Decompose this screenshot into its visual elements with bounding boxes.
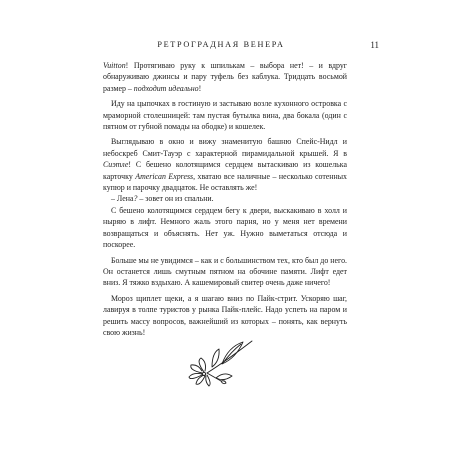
paragraph-4-dialogue: – Лена? – зовет он из спальни. <box>111 194 214 204</box>
paragraph-6: Больше мы не увидимся – как и с большинством тех, кто был до него. Он останется лишь смутным пятном на обочине памяти. Лифт едет вниз. Я тяжко вздыхаю. А кашемировый свитер очень даже ничего! <box>103 255 347 288</box>
card-italic: American Express <box>135 171 194 181</box>
paragraph-3: Выглядываю в окно и вижу знаменитую башню Спейс-Нидл и небоскреб Смит-Тауэр с характерной пирамидальной крышей. Я в Сиэтле! С бешено колотящимся сердцем вытаскиваю из кошелька карточку American Express, хватаю все наличные – несколько сотенных купюр и парочку двадцаток. Не оставлять же! <box>103 137 347 193</box>
paragraph-5: С бешено колотящимся сердцем бегу к двери, выскакиваю в холл и ныряю в лифт. Немного жаль этого парня, но у меня нет времени возвращаться и объяснять. Нет уж. Нужно выметаться отсюда и поскорее. <box>103 205 347 250</box>
paragraph-7: Мороз щиплет щеки, а я шагаю вниз по Пайк-стрит. Ускоряю шаг, лавируя в толпе туристов у рынка Пайк-плейс. Надо успеть на паром и решить массу вопросов, важнейший из которых – понять, как вернуть свою жизнь! <box>103 293 347 337</box>
city-italic: Сиэтле <box>103 160 129 170</box>
running-title: РЕТРОГРАДНАЯ ВЕНЕРА <box>157 40 285 49</box>
paragraph-2: Иду на цыпочках в гостиную и застываю возле кухонного островка с мраморной столешницей: там пустая бутылка вина, два бокала (один с пятном от губной помады на ободке) и кошелек. <box>103 99 347 132</box>
flower-sprig-icon <box>174 337 256 387</box>
body-text <box>103 60 347 338</box>
emphasis-italic: подходит идеально <box>133 83 199 93</box>
paragraph-1: Vuitton! Протягиваю руку к шпилькам – выбора нет! – и вдруг обнаруживаю джинсы и пару туфель без каблука. Тридцать восьмой размер – подходит идеально! <box>103 61 347 93</box>
brand-italic: Vuitton <box>103 61 126 70</box>
running-head <box>103 39 379 51</box>
page-number: 11 <box>370 40 379 50</box>
